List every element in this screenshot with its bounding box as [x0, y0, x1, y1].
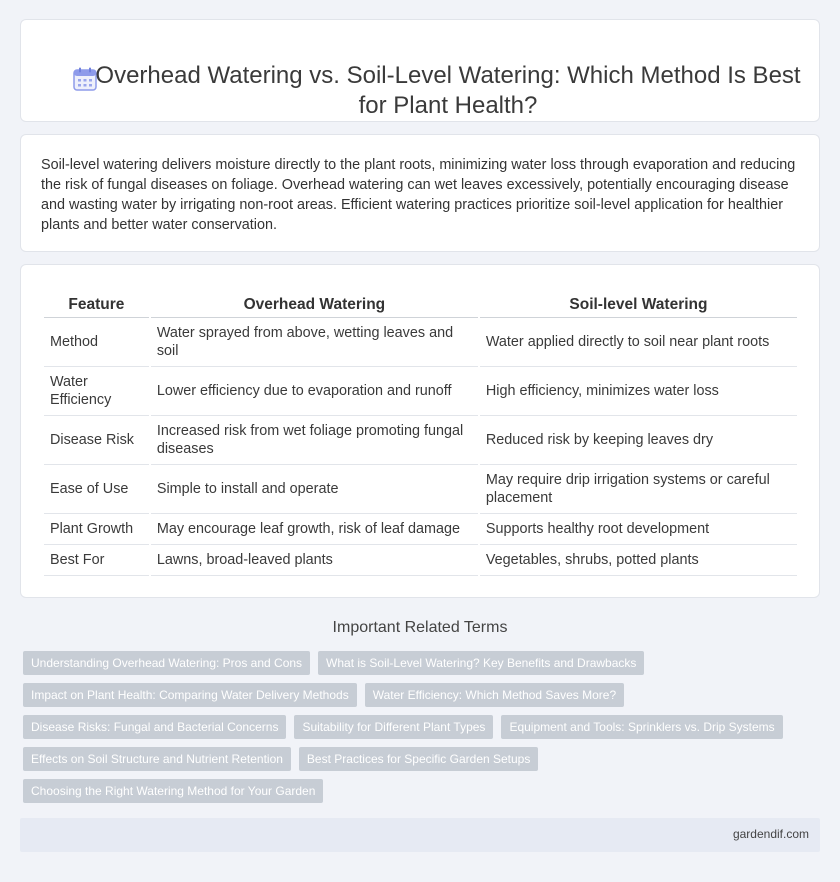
related-terms-heading: Important Related Terms — [332, 619, 508, 636]
title-card — [20, 19, 820, 122]
footer — [20, 818, 820, 852]
page-title: Overhead Watering vs. Soil-Level Watering: Which Method Is Best for Plant Health? — [95, 62, 801, 119]
row-feature: Water Efficiency — [44, 367, 149, 416]
related-term-tag[interactable]: What is Soil-Level Watering? Key Benefits and Drawbacks — [318, 651, 644, 675]
table-header-row — [44, 293, 797, 318]
row-feature: Disease Risk — [44, 416, 149, 465]
row-overhead: Increased risk from wet foliage promoting fungal diseases — [151, 416, 478, 465]
row-soil-level: May require drip irrigation systems or careful placement — [480, 465, 797, 514]
row-feature: Plant Growth — [44, 514, 149, 545]
row-feature: Ease of Use — [44, 465, 149, 514]
row-overhead: Water sprayed from above, wetting leaves and soil — [151, 318, 478, 367]
row-soil-level: High efficiency, minimizes water loss — [480, 367, 797, 416]
related-term-tag[interactable]: Understanding Overhead Watering: Pros and Cons — [23, 651, 310, 675]
table-row — [44, 416, 797, 465]
row-soil-level: Water applied directly to soil near plant roots — [480, 318, 797, 367]
related-term-tag[interactable]: Water Efficiency: Which Method Saves More? — [365, 683, 624, 707]
header-soil-level: Soil-level Watering — [480, 293, 797, 318]
related-term-tag[interactable]: Equipment and Tools: Sprinklers vs. Drip Systems — [501, 715, 782, 739]
row-soil-level: Reduced risk by keeping leaves dry — [480, 416, 797, 465]
related-term-tag[interactable]: Choosing the Right Watering Method for Your Garden — [23, 779, 323, 803]
row-overhead: May encourage leaf growth, risk of leaf damage — [151, 514, 478, 545]
related-terms-list — [23, 651, 803, 811]
related-term-tag[interactable]: Disease Risks: Fungal and Bacterial Concerns — [23, 715, 286, 739]
intro-card — [20, 134, 820, 252]
row-overhead: Lawns, broad-leaved plants — [151, 545, 478, 576]
intro-paragraph: Soil-level watering delivers moisture directly to the plant roots, minimizing water loss through evaporation and reducing the risk of fungal diseases on foliage. Overhead watering can wet leaves excessively, potentially encouraging disease and wasting water by irrigating non-root areas. Efficient watering practices prioritize soil-level application for healthier plants and better water conservation. — [41, 157, 796, 233]
related-term-tag[interactable]: Best Practices for Specific Garden Setups — [299, 747, 538, 771]
comparison-table-card — [20, 264, 820, 598]
header-overhead: Overhead Watering — [151, 293, 478, 318]
site-name[interactable]: gardendif.com — [732, 827, 809, 841]
row-overhead: Lower efficiency due to evaporation and runoff — [151, 367, 478, 416]
related-term-tag[interactable]: Suitability for Different Plant Types — [294, 715, 493, 739]
related-term-tag[interactable]: Impact on Plant Health: Comparing Water Delivery Methods — [23, 683, 357, 707]
row-feature: Method — [44, 318, 149, 367]
table-row — [44, 465, 797, 514]
row-feature: Best For — [44, 545, 149, 576]
comparison-table — [42, 293, 799, 576]
row-soil-level: Vegetables, shrubs, potted plants — [480, 545, 797, 576]
related-term-tag[interactable]: Effects on Soil Structure and Nutrient Retention — [23, 747, 291, 771]
table-row — [44, 545, 797, 576]
table-row — [44, 514, 797, 545]
table-row — [44, 367, 797, 416]
header-feature: Feature — [44, 293, 149, 318]
row-overhead: Simple to install and operate — [151, 465, 478, 514]
row-soil-level: Supports healthy root development — [480, 514, 797, 545]
table-row — [44, 318, 797, 367]
